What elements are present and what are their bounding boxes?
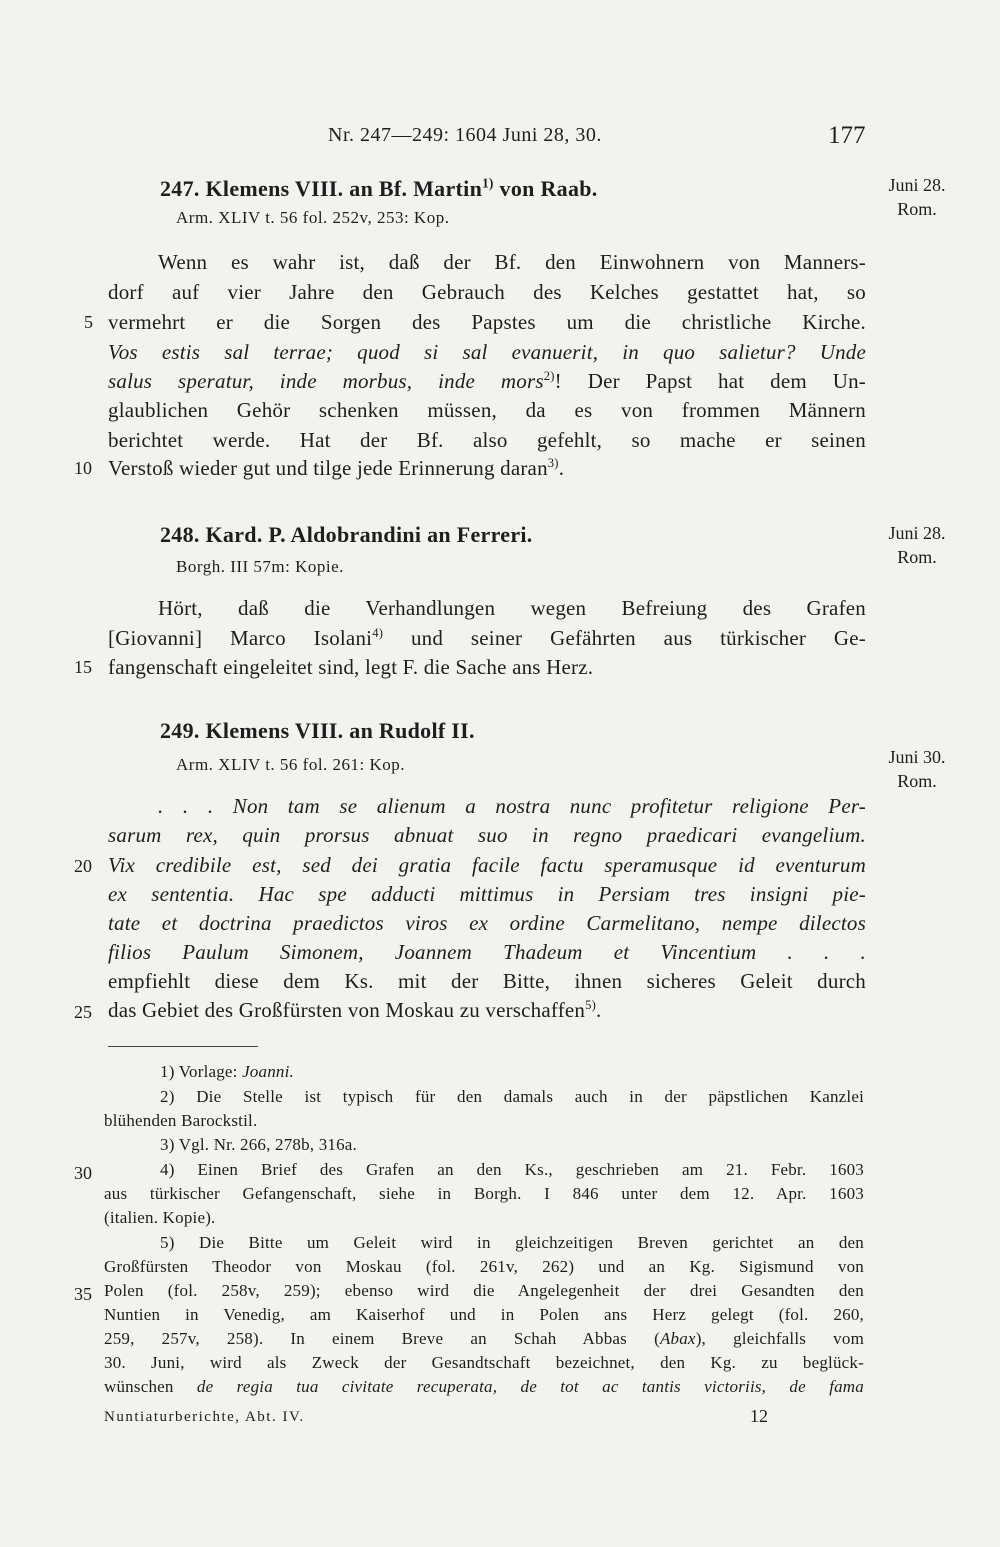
sheet-number: 12 xyxy=(750,1406,768,1426)
text-line: empfiehlt diese dem Ks. mit der Bitte, ihnen sicheres Geleit durch xyxy=(108,969,866,993)
line-number: 10 xyxy=(74,458,92,478)
text-line: glaublichen Gehör schenken müssen, da es von frommen Männern xyxy=(108,398,866,422)
place: Rom. xyxy=(897,771,937,791)
line-number: 20 xyxy=(74,856,92,876)
date: Juni 28. xyxy=(888,175,946,195)
place: Rom. xyxy=(897,547,937,567)
entry-249-source: Arm. XLIV t. 56 fol. 261: Kop. xyxy=(176,755,406,774)
text-line: sarum rex, quin prorsus abnuat suo in regno praedicari evangelium. xyxy=(108,823,866,847)
text-line xyxy=(108,456,564,481)
entry-248-date xyxy=(872,521,962,569)
text-line: vermehrt er die Sorgen des Papstes um die christliche Kirche. xyxy=(108,310,866,334)
footnote-text: Joanni. xyxy=(242,1062,294,1081)
footnote-5-line: Großfürsten Theodor von Moskau (fol. 261v, 262) und an Kg. Sigismund von xyxy=(104,1257,864,1276)
footnote-mark: 2) xyxy=(543,369,555,383)
entry-248-source: Borgh. III 57m: Kopie. xyxy=(176,557,344,576)
entry-title: Klemens VIII. an Bf. Martin xyxy=(205,176,483,201)
footnote-2-line: blühenden Barockstil. xyxy=(104,1111,258,1130)
text-line: tate et doctrina praedictos viros ex ordine Carmelitano, nempe dilectos xyxy=(108,911,866,935)
text-line: dorf auf vier Jahre den Gebrauch des Kelches gestattet hat, so xyxy=(108,280,866,304)
entry-249-date xyxy=(872,745,962,793)
footnote-mark: 1) xyxy=(160,1062,175,1081)
text-span: [Giovanni] Marco Isolani xyxy=(108,626,373,650)
text-line: fangenschaft eingeleitet sind, legt F. die Sache ans Herz. xyxy=(108,655,594,679)
footnote-label: Vorlage: xyxy=(178,1062,238,1081)
text-span: . xyxy=(558,456,565,480)
line-number: 5 xyxy=(84,312,93,332)
footnote-5-line: Nuntien in Venedig, am Kaiserhof und in Polen ans Herz gelegt (fol. 260, xyxy=(104,1305,864,1324)
footnote-3: 3) Vgl. Nr. 266, 278b, 316a. xyxy=(160,1135,357,1154)
text-span: wünschen xyxy=(104,1377,197,1396)
entry-247-date xyxy=(872,173,962,221)
entry-title: Klemens VIII. an Rudolf II. xyxy=(205,718,475,743)
text-line: Wenn es wahr ist, daß der Bf. den Einwohnern von Manners- xyxy=(158,250,866,274)
text-line: Vos estis sal terrae; quod si sal evanuerit, in quo salietur? Unde xyxy=(108,340,866,364)
text-span: ! Der Papst hat dem Un- xyxy=(554,369,866,393)
text-line: berichtet werde. Hat der Bf. also gefehlt, so mache er seinen xyxy=(108,428,866,452)
signature-line: Nuntiaturberichte, Abt. IV. xyxy=(104,1409,305,1425)
footnote-mark: 5) xyxy=(585,998,597,1012)
footnote-5-line xyxy=(104,1329,864,1349)
text-line xyxy=(108,369,866,394)
date: Juni 30. xyxy=(888,747,946,767)
text-span: ), gleichfalls vom xyxy=(695,1329,865,1348)
footnote-5-line: Polen (fol. 258v, 259); ebenso wird die Angelegenheit der drei Gesandten den xyxy=(104,1281,864,1300)
line-number: 15 xyxy=(74,657,92,677)
footnote-5-line: 5) Die Bitte um Geleit wird in gleichzeitigen Breven gerichtet an den xyxy=(160,1233,864,1252)
line-number: 30 xyxy=(74,1163,92,1183)
footnote-mark: 1) xyxy=(482,175,494,191)
line-number: 35 xyxy=(74,1284,92,1304)
footnote-4-line: (italien. Kopie). xyxy=(104,1208,216,1227)
footnote-5-line xyxy=(104,1377,864,1397)
text-span: das Gebiet des Großfürsten von Moskau zu verschaffen xyxy=(108,998,586,1022)
text-span: Verstoß wieder gut und tilge jede Erinnerung daran xyxy=(108,456,548,480)
text-span: . xyxy=(596,998,602,1022)
line-number: 25 xyxy=(74,1002,92,1022)
footnote-mark: 4) xyxy=(372,626,384,640)
latin-quote: salus speratur, inde morbus, inde mors xyxy=(108,369,544,393)
footnote-4-line: 4) Einen Brief des Grafen an den Ks., geschrieben am 21. Febr. 1603 xyxy=(160,1160,864,1179)
footnote-divider xyxy=(108,1046,258,1047)
footnote-5-line: 30. Juni, wird als Zweck der Gesandtschaft bezeichnet, den Kg. zu beglück- xyxy=(104,1353,864,1372)
entry-title-end: von Raab. xyxy=(499,176,598,201)
text-line xyxy=(108,998,602,1023)
text-line: Hört, daß die Verhandlungen wegen Befreiung des Grafen xyxy=(158,596,866,620)
latin-name: Abax xyxy=(659,1329,696,1348)
footnote-2-line: 2) Die Stelle ist typisch für den damals auch in der päpstlichen Kanzlei xyxy=(160,1087,864,1106)
text-line: filios Paulum Simonem, Joannem Thadeum et Vincentium . . . xyxy=(108,940,866,964)
footnote-1 xyxy=(160,1062,294,1082)
running-title: Nr. 247—249: 1604 Juni 28, 30. xyxy=(328,124,602,146)
text-line xyxy=(108,626,866,651)
place: Rom. xyxy=(897,199,937,219)
date: Juni 28. xyxy=(888,523,946,543)
text-line: . . . Non tam se alienum a nostra nunc profitetur religione Per- xyxy=(158,794,866,818)
text-line: ex sententia. Hac spe adducti mittimus in Persiam tres insigni pie- xyxy=(108,882,866,906)
entry-248-heading xyxy=(160,522,533,548)
entry-number: 248. xyxy=(160,522,200,547)
entry-number: 249. xyxy=(160,718,200,743)
entry-title: Kard. P. Aldobrandini an Ferreri. xyxy=(205,522,533,547)
footnote-mark: 3) xyxy=(547,456,559,470)
page-number: 177 xyxy=(828,122,866,149)
text-line: Vix credibile est, sed dei gratia facile factu speramusque id eventurum xyxy=(108,853,866,877)
entry-247-source: Arm. XLIV t. 56 fol. 252v, 253: Kop. xyxy=(176,208,450,227)
text-span: 259, 257v, 258). In einem Breve an Schah Abbas ( xyxy=(104,1329,660,1348)
footnote-4-line: aus türkischer Gefangenschaft, siehe in Borgh. I 846 unter dem 12. Apr. 1603 xyxy=(104,1184,864,1203)
entry-249-heading xyxy=(160,718,475,744)
entry-247-heading xyxy=(160,176,598,202)
entry-number: 247. xyxy=(160,176,200,201)
text-span: und seiner Gefährten aus türkischer Ge- xyxy=(383,626,866,650)
latin-quote: de regia tua civitate recuperata, de tot ac tantis victoriis, de fama xyxy=(196,1377,864,1396)
